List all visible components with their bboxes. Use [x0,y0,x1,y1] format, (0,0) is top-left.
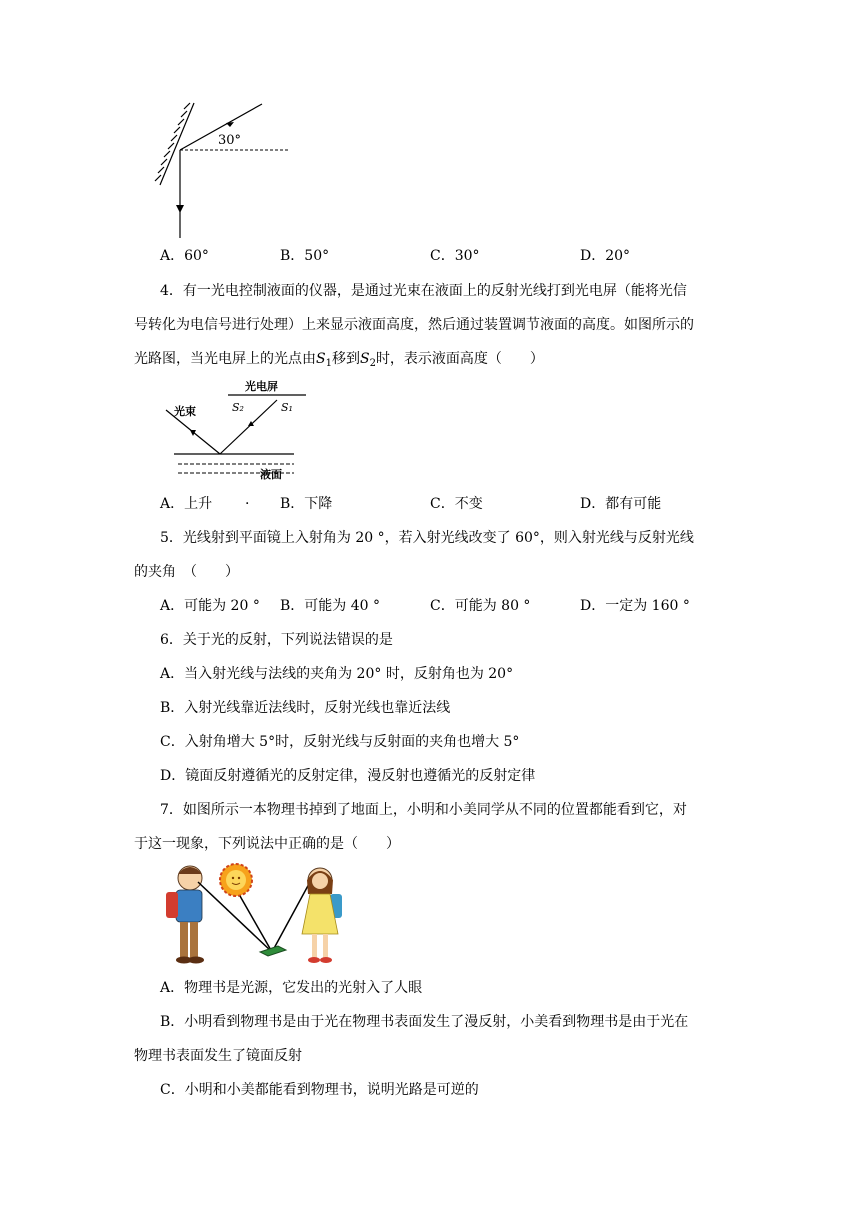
q6-option-c: C．入射角增大 5°时，反射光线与反射面的夹角也增大 5° [160,734,520,750]
q7-option-a: A．物理书是光源，它发出的光射入了人眼 [160,980,423,996]
s1-label: S₁ [281,401,293,414]
q5-line-1: 5．光线射到平面镜上入射角为 20 °，若入射光线改变了 60°，则入射光线与反射光线 [160,530,694,546]
q5-line-2: 的夹角 （ ） [134,564,239,580]
mirror-surface [160,103,194,185]
q3-option-c: C．30° [430,248,480,264]
light-screen-figure [160,378,310,484]
mirror-reflection-figure [150,95,300,245]
q6-option-b: B．入射光线靠近法线时，反射光线也靠近法线 [160,700,451,716]
q4-line-1: 4．有一光电控制液面的仪器，是通过光束在液面上的反射光线打到光电屏（能将光信 [160,283,687,299]
q3-option-d: D．20° [580,248,631,264]
q4-option-b: B．下降 [280,496,333,512]
boy-figure [166,866,204,964]
q5-option-c: C．可能为 80 ° [430,598,531,614]
q4-dot: · [245,496,250,512]
book-reflection-illustration [160,860,360,972]
angle-label: 30° [218,133,242,148]
q7-option-b-line-2: 物理书表面发生了镜面反射 [134,1048,302,1064]
q5-option-d: D．一定为 160 ° [580,598,690,614]
q5-option-b: B．可能为 40 ° [280,598,381,614]
q4-option-c: C．不变 [430,496,483,512]
reflected-arrow [176,205,184,213]
beam-label: 光束 [174,405,196,418]
q4-line-3: 光路图，当光电屏上的光点由$S_1$移到$S_2$时，表示液面高度（ ） [134,351,544,369]
q4-option-d: D．都有可能 [580,496,662,512]
sun-icon [220,864,252,896]
book-icon [260,946,286,956]
q5-option-a: A．可能为 20 ° [160,598,260,614]
liquid-label: 液面 [260,468,282,481]
s2-label: S₂ [232,401,244,414]
q7-line-1: 7．如图所示一本物理书掉到了地面上，小明和小美同学从不同的位置都能看到它，对 [160,802,687,818]
incident-arrow [226,122,234,127]
q7-line-2: 于这一现象，下列说法中正确的是（ ） [134,836,400,852]
reflected-beam [220,400,277,454]
screen-label: 光电屏 [245,380,278,393]
q4-option-a: A．上升 [160,496,213,512]
q6-option-a: A．当入射光线与法线的夹角为 20° 时，反射角也为 20° [160,666,514,682]
girl-figure [302,868,342,963]
ray-sun [240,896,272,952]
q3-option-a: A．60° [160,248,209,264]
ray-girl [272,882,310,952]
q4-line-2: 号转化为电信号进行处理）上来显示液面高度，然后通过装置调节液面的高度。如图所示的 [134,317,694,333]
q7-option-b-line-1: B．小明看到物理书是由于光在物理书表面发生了漫反射，小美看到物理书是由于光在 [160,1014,689,1030]
q6-line-1: 6．关于光的反射，下列说法错误的是 [160,632,393,648]
q7-option-c: C．小明和小美都能看到物理书，说明光路是可逆的 [160,1082,479,1098]
q6-option-d: D．镜面反射遵循光的反射定律，漫反射也遵循光的反射定律 [160,768,536,784]
q3-option-b: B．50° [280,248,330,264]
